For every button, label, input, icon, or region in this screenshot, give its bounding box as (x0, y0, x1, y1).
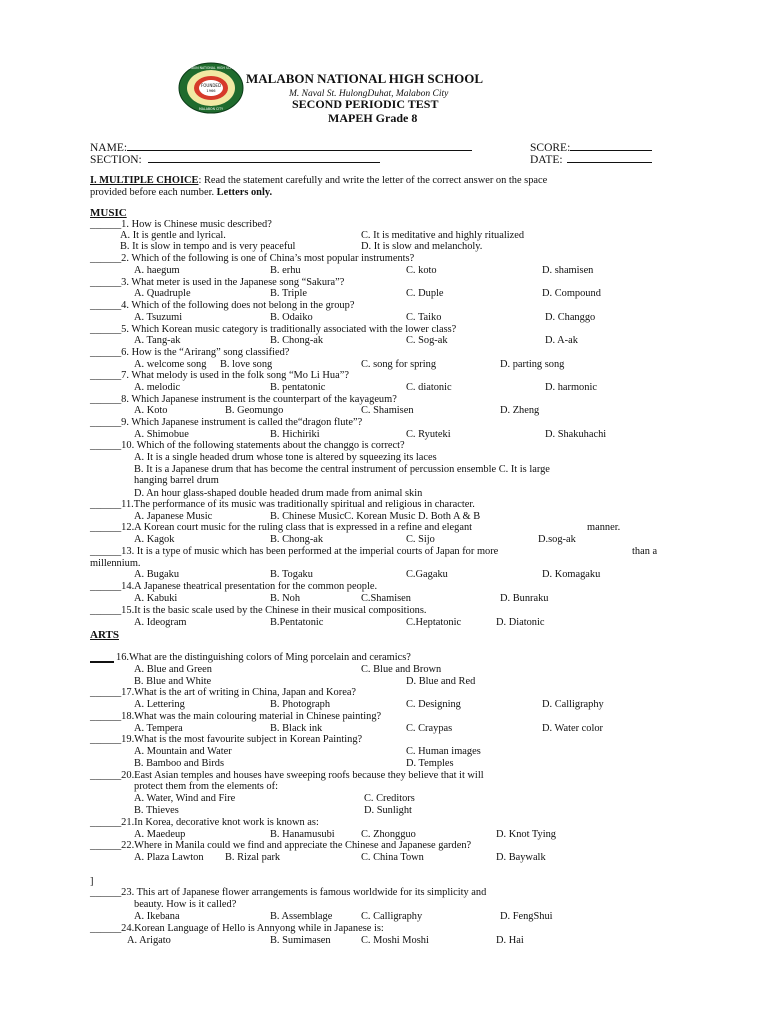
name-label: NAME: (90, 142, 128, 154)
exam-text-line: D. shamisen (542, 265, 594, 276)
exam-text-line: B. Thieves (134, 805, 179, 816)
exam-text-line: ______8. Which Japanese instrument is the counterpart of the kayageum? (90, 394, 397, 405)
exam-text-line: D. A-ak (545, 335, 578, 346)
exam-text-line: ______18.What was the main colouring material in Chinese painting? (90, 711, 382, 722)
exam-text-line: C. Ryuteki (406, 429, 451, 440)
exam-text-line: A. Kagok (134, 534, 175, 545)
seal-year: 1966 (206, 89, 216, 93)
date-label: DATE: (530, 154, 563, 166)
exam-text-line: A. Ikebana (134, 911, 180, 922)
exam-text-line: B. Hanamusubi (270, 829, 335, 840)
exam-text-line: ______5. Which Korean music category is traditionally associated with the lower class? (90, 324, 457, 335)
exam-text-line: D. Temples (406, 758, 454, 769)
exam-text-line: C. Craypas (406, 723, 453, 734)
exam-text-line: B. Rizal park (225, 852, 281, 863)
exam-text-line: C. Sog-ak (406, 335, 448, 346)
exam-text-line: ______11.The performance of its music was traditionally spiritual and religious in character. (90, 499, 475, 510)
instructions-text-2: provided before each number. (90, 187, 217, 198)
exam-text-line: ______17.What is the art of writing in China, Japan and Korea? (90, 687, 357, 698)
exam-text-line: C.Gagaku (406, 569, 448, 580)
exam-text-line: ______6. How is the “Arirang” song classified? (90, 347, 290, 358)
exam-text-line: D. Changgo (545, 312, 596, 323)
exam-text-line: C. Duple (406, 288, 444, 299)
exam-text-line: C. Blue and Brown (361, 664, 442, 675)
exam-text-line: B. Chong-ak (270, 534, 324, 545)
exam-text-line: C. Moshi Moshi (361, 935, 429, 946)
instructions-text-1: : Read the statement carefully and write the letter of the correct answer on the space (198, 175, 548, 186)
exam-text-line: ______23. This art of Japanese flower arrangements is famous worldwide for its simplicity and (90, 887, 487, 898)
date-field[interactable] (530, 152, 652, 166)
exam-text-line: D.sog-ak (538, 534, 576, 545)
exam-text-line: C. Zhongguo (361, 829, 416, 840)
answer-blank-16[interactable] (90, 652, 114, 663)
score-label: SCORE: (530, 142, 571, 154)
exam-text-line: ] (90, 876, 94, 887)
exam-text-line: C. song for spring (361, 359, 437, 370)
exam-text-line: D. Blue and Red (406, 676, 476, 687)
exam-text-line: B. Bamboo and Birds (134, 758, 225, 769)
exam-text-line: ______13. It is a type of music which has been performed at the imperial courts of Japan for more (90, 546, 499, 557)
date-line (567, 152, 652, 163)
exam-text-line: A. Tang-ak (134, 335, 181, 346)
instructions-bold: Letters only. (216, 187, 273, 198)
exam-text-line: A. Koto (134, 405, 168, 416)
exam-text-line: D. harmonic (545, 382, 597, 393)
exam-text-line: A. It is a single headed drum whose tone is altered by squeezing its laces (134, 452, 437, 463)
exam-text-line: D. Water color (542, 723, 604, 734)
exam-text-line: A. Arigato (127, 935, 171, 946)
exam-text-line: B. Sumimasen (270, 935, 331, 946)
exam-text-line: D. Zheng (500, 405, 540, 416)
exam-text-line: D. Komagaku (542, 569, 601, 580)
test-title: SECOND PERIODIC TEST (292, 97, 439, 111)
exam-text-line: A. Japanese Music (134, 511, 213, 522)
exam-text-line: D. Sunlight (364, 805, 412, 816)
exam-text-line: ______24.Korean Language of Hello is Annyong while in Japanese is: (90, 923, 384, 934)
exam-text-line: A. Plaza Lawton (134, 852, 204, 863)
exam-text-line: B. Chinese MusicC. Korean Music D. Both A & B (270, 511, 481, 522)
exam-text-line: A. haegum (134, 265, 180, 276)
exam-text-line: A. Blue and Green (134, 664, 212, 675)
exam-text-line: D. Diatonic (496, 617, 545, 628)
instructions-title: I. MULTIPLE CHOICE (90, 175, 199, 186)
exam-text-line: C. Taiko (406, 312, 442, 323)
exam-text-line: C. Creditors (364, 793, 415, 804)
exam-text-line: A. Tempera (134, 723, 183, 734)
exam-text-line: A. Lettering (134, 699, 185, 710)
test-subject: MAPEH Grade 8 (328, 111, 418, 125)
exam-text-line: C. It is meditative and highly ritualized (361, 230, 525, 241)
exam-text-line: B. Odaiko (270, 312, 313, 323)
seal-bottom-text: MALABON CITY (198, 107, 224, 111)
exam-text-line: ______20.East Asian temples and houses have sweeping roofs because they believe that it will (90, 770, 484, 781)
section-field[interactable] (90, 152, 380, 166)
exam-text-line: protect them from the elements of: (134, 781, 278, 792)
section-label: SECTION: (90, 154, 142, 166)
exam-text-line: ______21.In Korea, decorative knot work is known as: (90, 817, 319, 828)
exam-text-line: D. An hour glass-shaped double headed drum made from animal skin (134, 488, 423, 499)
exam-text-line: ______19.What is the most favourite subject in Korean Painting? (90, 734, 363, 745)
exam-text-line: beauty. How is it called? (134, 899, 237, 910)
exam-text-line: B. Togaku (270, 569, 313, 580)
exam-text-line: manner. (587, 522, 621, 533)
section-arts-heading: ARTS (90, 629, 119, 641)
name-line (127, 140, 472, 151)
exam-text-line: A. It is gentle and lyrical. (120, 230, 226, 241)
exam-text-line: C. China Town (361, 852, 424, 863)
exam-text-line: ______1. How is Chinese music described? (90, 219, 272, 230)
exam-text-line: A. Water, Wind and Fire (134, 793, 236, 804)
exam-text-line: D. Compound (542, 288, 601, 299)
instructions-line-2 (90, 187, 272, 199)
exam-text-line: B. Geomungo (225, 405, 284, 416)
exam-text-line: millennium. (90, 558, 141, 569)
exam-text-line: hanging barrel drum (134, 475, 219, 486)
exam-text-line: ______10. Which of the following statements about the changgo is correct? (90, 440, 405, 451)
exam-text-line: D. parting song (500, 359, 565, 370)
exam-text-line: ______12.A Korean court music for the ruling class that is expressed in a refine and elegant (90, 522, 473, 533)
seal-top-text: MALABON NATIONAL HIGH SCHOOL (182, 66, 240, 70)
exam-text-line: D. Hai (496, 935, 524, 946)
exam-text-line: D. Calligraphy (542, 699, 604, 710)
school-address: M. Naval St. HulongDuhat, Malabon City (289, 89, 449, 99)
exam-text-line: ______2. Which of the following is one of China’s most popular instruments? (90, 253, 415, 264)
exam-text-line: B. Noh (270, 593, 301, 604)
exam-text-line: 16.What are the distinguishing colors of Ming porcelain and ceramics? (116, 652, 411, 663)
section-music-heading: MUSIC (90, 207, 127, 219)
exam-text-line: D. FengShui (500, 911, 553, 922)
seal-founded: FOUNDED (200, 83, 222, 88)
exam-text-line: B.Pentatonic (270, 617, 324, 628)
exam-text-line: D. Baywalk (496, 852, 546, 863)
exam-text-line: D. Bunraku (500, 593, 549, 604)
exam-text-line: ______14.A Japanese theatrical presentation for the common people. (90, 581, 378, 592)
exam-text-line: A. Tsuzumi (134, 312, 183, 323)
exam-text-line: B. It is slow in tempo and is very peaceful (120, 241, 296, 252)
exam-text-line: B. It is a Japanese drum that has become the central instrument of percussion ensemble C. It is large (134, 464, 550, 475)
exam-text-line: A. welcome song (134, 359, 207, 370)
instructions-line-1 (90, 175, 547, 187)
exam-text-line: D. Shakuhachi (545, 429, 607, 440)
exam-text-line: B. Black ink (270, 723, 323, 734)
exam-text-line: B. Blue and White (134, 676, 212, 687)
exam-text-line: A. melodic (134, 382, 181, 393)
exam-text-line: B. Assemblage (270, 911, 333, 922)
exam-text-line: C. diatonic (406, 382, 452, 393)
exam-text-line: B. Hichiriki (270, 429, 320, 440)
exam-text-line: C. Designing (406, 699, 461, 710)
exam-text-line: than a (632, 546, 658, 557)
exam-text-line: ______22.Where in Manila could we find and appreciate the Chinese and Japanese garden? (90, 840, 472, 851)
exam-text-line: C. Sijo (406, 534, 435, 545)
exam-text-line: ______7. What melody is used in the folk song “Mo Li Hua”? (90, 370, 349, 381)
exam-text-line: C. Shamisen (361, 405, 414, 416)
exam-text-line: A. Quadruple (134, 288, 191, 299)
exam-text-line: ______4. Which of the following does not belong in the group? (90, 300, 355, 311)
exam-text-line: A. Bugaku (134, 569, 180, 580)
exam-text-line: A. Maedeup (134, 829, 186, 840)
exam-text-line: ______15.It is the basic scale used by the Chinese in their musical compositions. (90, 605, 427, 616)
exam-text-line: A. Mountain and Water (134, 746, 232, 757)
school-name: MALABON NATIONAL HIGH SCHOOL (246, 71, 484, 86)
exam-text-line: ______3. What meter is used in the Japanese song “Sakura”? (90, 277, 345, 288)
exam-text-line: C.Heptatonic (406, 617, 462, 628)
exam-text-line: B. pentatonic (270, 382, 326, 393)
exam-text-line: B. Chong-ak (270, 335, 324, 346)
exam-text-line: C. Calligraphy (361, 911, 423, 922)
exam-text-line: C.Shamisen (361, 593, 411, 604)
exam-text-line: D. It is slow and melancholy. (361, 241, 483, 252)
exam-text-line: C. koto (406, 265, 437, 276)
exam-text-line: A. Shimobue (134, 429, 189, 440)
exam-text-line: D. Knot Tying (496, 829, 556, 840)
exam-text-line: B. Photograph (270, 699, 331, 710)
exam-text-line: C. Human images (406, 746, 481, 757)
exam-text-line: A. Ideogram (134, 617, 187, 628)
exam-text-line: B. Triple (270, 288, 307, 299)
school-seal-logo (178, 62, 244, 114)
exam-text-line: B. love song (220, 359, 273, 370)
exam-text-line: B. erhu (270, 265, 301, 276)
score-line (570, 140, 652, 151)
exam-text-line: A. Kabuki (134, 593, 178, 604)
section-line (148, 152, 380, 163)
exam-text-line: ______9. Which Japanese instrument is called the“dragon flute”? (90, 417, 363, 428)
